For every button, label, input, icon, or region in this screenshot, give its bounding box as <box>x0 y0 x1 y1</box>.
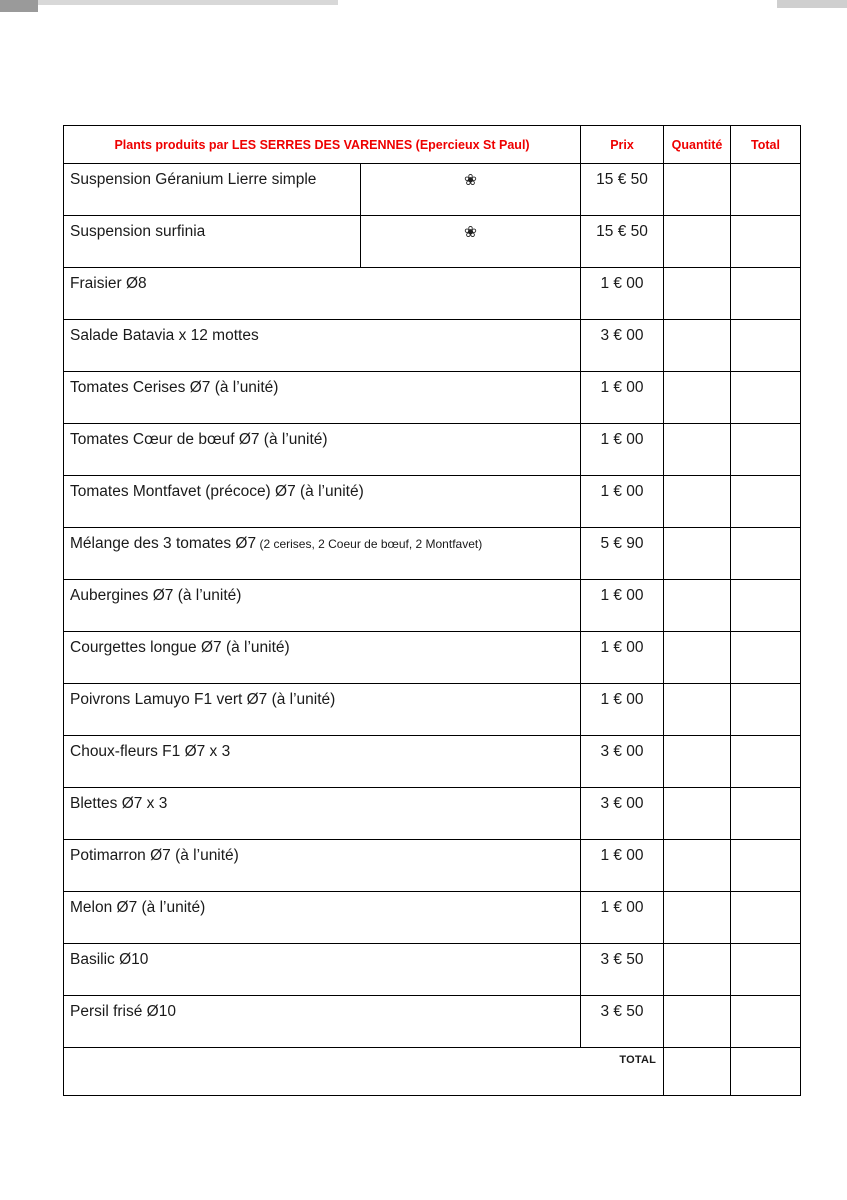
product-name: Courgettes longue Ø7 (à l’unité) <box>64 632 581 684</box>
quantity-cell <box>664 944 731 996</box>
quantity-cell <box>664 164 731 216</box>
price-value: 3 € 50 <box>581 996 664 1048</box>
line-total-cell <box>731 216 801 268</box>
scan-artifact-top-edge <box>38 0 338 5</box>
quantity-cell <box>664 424 731 476</box>
table-row <box>64 528 801 580</box>
quantity-cell <box>664 632 731 684</box>
line-total-cell <box>731 528 801 580</box>
table-row <box>64 320 801 372</box>
price-value: 3 € 50 <box>581 944 664 996</box>
total-label: TOTAL <box>64 1048 664 1096</box>
price-value: 15 € 50 <box>581 216 664 268</box>
line-total-cell <box>731 424 801 476</box>
table-row <box>64 788 801 840</box>
product-name: Suspension surfinia <box>64 216 361 268</box>
total-row <box>64 1048 801 1096</box>
quantity-cell <box>664 736 731 788</box>
line-total-cell <box>731 996 801 1048</box>
price-value: 1 € 00 <box>581 476 664 528</box>
line-total-cell <box>731 736 801 788</box>
table-row <box>64 736 801 788</box>
product-name: Persil frisé Ø10 <box>64 996 581 1048</box>
table-row <box>64 268 801 320</box>
price-value: 1 € 00 <box>581 580 664 632</box>
order-table-container <box>63 125 800 1096</box>
price-value: 1 € 00 <box>581 372 664 424</box>
product-name: Basilic Ø10 <box>64 944 581 996</box>
table-row <box>64 164 801 216</box>
product-name: Aubergines Ø7 (à l’unité) <box>64 580 581 632</box>
quantity-cell <box>664 684 731 736</box>
total-quantity-cell <box>664 1048 731 1096</box>
table-title: Plants produits par LES SERRES DES VARENNES (Epercieux St Paul) <box>64 126 581 164</box>
price-value: 1 € 00 <box>581 684 664 736</box>
line-total-cell <box>731 684 801 736</box>
price-value: 1 € 00 <box>581 840 664 892</box>
table-row <box>64 216 801 268</box>
product-name: Salade Batavia x 12 mottes <box>64 320 581 372</box>
product-name: Melon Ø7 (à l’unité) <box>64 892 581 944</box>
line-total-cell <box>731 788 801 840</box>
col-header-prix: Prix <box>581 126 664 164</box>
table-row <box>64 632 801 684</box>
table-header-row <box>64 126 801 164</box>
product-name: Fraisier Ø8 <box>64 268 581 320</box>
scan-artifact-top-left <box>0 0 38 12</box>
line-total-cell <box>731 580 801 632</box>
product-name: Blettes Ø7 x 3 <box>64 788 581 840</box>
line-total-cell <box>731 840 801 892</box>
price-value: 5 € 90 <box>581 528 664 580</box>
line-total-cell <box>731 372 801 424</box>
product-name: Tomates Cerises Ø7 (à l’unité) <box>64 372 581 424</box>
price-value: 1 € 00 <box>581 892 664 944</box>
product-name: Choux-fleurs F1 Ø7 x 3 <box>64 736 581 788</box>
quantity-cell <box>664 320 731 372</box>
quantity-cell <box>664 580 731 632</box>
price-value: 3 € 00 <box>581 736 664 788</box>
table-row <box>64 476 801 528</box>
col-header-quantite: Quantité <box>664 126 731 164</box>
flower-icon: ❀ <box>361 164 581 216</box>
grand-total-cell <box>731 1048 801 1096</box>
scan-artifact-top-right <box>777 0 847 8</box>
product-name: Poivrons Lamuyo F1 vert Ø7 (à l’unité) <box>64 684 581 736</box>
price-value: 1 € 00 <box>581 268 664 320</box>
plant-price-table <box>63 125 801 1096</box>
price-value: 1 € 00 <box>581 424 664 476</box>
price-value: 15 € 50 <box>581 164 664 216</box>
quantity-cell <box>664 788 731 840</box>
line-total-cell <box>731 944 801 996</box>
table-row <box>64 840 801 892</box>
product-name: Suspension Géranium Lierre simple <box>64 164 361 216</box>
table-row <box>64 372 801 424</box>
quantity-cell <box>664 216 731 268</box>
product-name: Tomates Montfavet (précoce) Ø7 (à l’unité) <box>64 476 581 528</box>
table-row <box>64 944 801 996</box>
table-row <box>64 996 801 1048</box>
quantity-cell <box>664 476 731 528</box>
table-row <box>64 424 801 476</box>
quantity-cell <box>664 268 731 320</box>
price-value: 3 € 00 <box>581 788 664 840</box>
price-value: 3 € 00 <box>581 320 664 372</box>
flower-icon: ❀ <box>361 216 581 268</box>
line-total-cell <box>731 892 801 944</box>
quantity-cell <box>664 996 731 1048</box>
quantity-cell <box>664 372 731 424</box>
line-total-cell <box>731 320 801 372</box>
table-row <box>64 684 801 736</box>
price-value: 1 € 00 <box>581 632 664 684</box>
product-name: Mélange des 3 tomates Ø7 (2 cerises, 2 Coeur de bœuf, 2 Montfavet) <box>64 528 581 580</box>
table-row <box>64 580 801 632</box>
line-total-cell <box>731 476 801 528</box>
table-row <box>64 892 801 944</box>
quantity-cell <box>664 892 731 944</box>
line-total-cell <box>731 164 801 216</box>
col-header-total: Total <box>731 126 801 164</box>
quantity-cell <box>664 840 731 892</box>
line-total-cell <box>731 268 801 320</box>
line-total-cell <box>731 632 801 684</box>
quantity-cell <box>664 528 731 580</box>
product-name: Potimarron Ø7 (à l’unité) <box>64 840 581 892</box>
product-name: Tomates Cœur de bœuf Ø7 (à l’unité) <box>64 424 581 476</box>
